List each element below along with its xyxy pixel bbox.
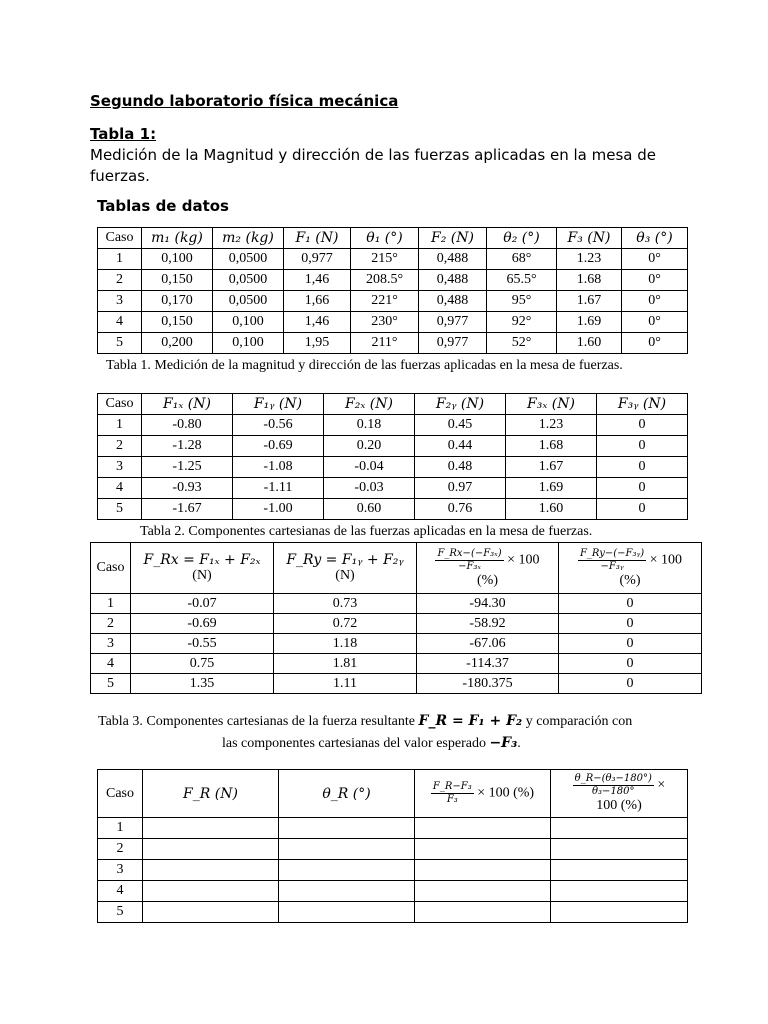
table-2-cell: 0 [597,457,688,478]
table-4-cell [143,839,279,860]
table-1-cell: 3 [98,291,142,312]
table-4-cell [415,839,551,860]
table-4-row [98,860,688,881]
table-3-header-frx [131,543,274,594]
table-3-caption-line-1: Tabla 3. Componentes cartesianas de la fuerza resultante F_R = F₁ + F₂ y comparación con [98,713,633,729]
table-4-cell: 4 [98,881,143,902]
table-1-cell: 0,488 [419,291,487,312]
table-3-cell: 1 [91,594,131,614]
table-1-cell: 0,170 [142,291,213,312]
table-4-cell [143,881,279,902]
table-2-cell: 2 [98,436,142,457]
table-3-header-fry-unit: (N) [335,568,355,583]
table-3-caption-line-2: las componentes cartesianas del valor esperado −F₃. [222,735,521,751]
table-1-cell: 0,200 [142,333,213,354]
table-3-cell: 3 [91,634,131,654]
table-1-header-cell: m₂ (kg) [213,228,284,249]
table-3-cell: -0.07 [131,594,274,614]
table-1-cell: 0° [622,333,688,354]
table-1-cell: 1 [98,249,142,270]
table-2-header-row [98,394,688,415]
table-3-header-fry [274,543,417,594]
table-1-cell: 0° [622,312,688,333]
table-2-row [98,457,688,478]
table-2-cell: -1.00 [233,499,324,520]
table-3-cell: 0 [559,654,702,674]
table-1-header-cell: F₂ (N) [419,228,487,249]
table-2-cell: 0.18 [324,415,415,436]
table-4-header-row [98,770,688,818]
table-2-header-cell: F₃ₓ (N) [506,394,597,415]
table-1-cell: 5 [98,333,142,354]
table-4-cell [143,860,279,881]
table-2-cell: -0.04 [324,457,415,478]
table-1-cell: 0,150 [142,270,213,291]
table-3-times-100-x: × 100 [507,552,540,568]
table-1-cell: 1,46 [284,312,351,333]
table-4-header-pct-fr [415,770,551,818]
table-3-cell: 2 [91,614,131,634]
intro-text: Medición de la Magnitud y dirección de las fuerzas aplicadas en la mesa de fuerzas. [90,146,656,185]
table-2-cell: 0.60 [324,499,415,520]
table-4-cell: 1 [98,818,143,839]
table-2-cell: 0.76 [415,499,506,520]
section-title: Tablas de datos [97,197,229,215]
table-1-header-cell: m₁ (kg) [142,228,213,249]
table-1-cell: 2 [98,270,142,291]
table-1-row [98,312,688,333]
table-2-cell: 1 [98,415,142,436]
table-1-cell: 1.69 [557,312,622,333]
table-2-header-cell: Caso [98,394,142,415]
table-3-header-fry-formula: F_Ry = F₁ᵧ + F₂ᵧ [286,552,404,568]
table-3-row [91,594,702,614]
table-3-cell: -180.375 [417,674,559,694]
table-3-header-row [91,543,702,594]
table-2-row [98,415,688,436]
table-1-row [98,333,688,354]
table-2-row [98,499,688,520]
table-1-cell: 1,46 [284,270,351,291]
table-1-cell: 0,977 [419,312,487,333]
table-2-cell: -0.80 [142,415,233,436]
table-1 [97,227,688,354]
table-4 [97,769,688,923]
table-3-cell: 0.75 [131,654,274,674]
table-1-cell: 0,977 [419,333,487,354]
table-1-cell: 215° [351,249,419,270]
table-3-header-pct-x-unit: (%) [477,572,498,588]
table-2-cell: 0.20 [324,436,415,457]
table-4-cell [551,860,688,881]
table-1-cell: 0,488 [419,249,487,270]
table-2-row [98,436,688,457]
table-2-cell: 4 [98,478,142,499]
table-4-cell [143,902,279,923]
table-2-cell: 0 [597,478,688,499]
table-4-cell: 2 [98,839,143,860]
table-1-cell: 0,100 [142,249,213,270]
table-1-cell: 0° [622,249,688,270]
table-2-cell: -0.03 [324,478,415,499]
table-1-cell: 0,0500 [213,270,284,291]
table-1-header-cell: θ₃ (°) [622,228,688,249]
table-1-cell: 0,977 [284,249,351,270]
table-3-header-pct-y-unit: (%) [619,572,641,588]
table-2-cell: 0.44 [415,436,506,457]
table-2-header-cell: F₁ₓ (N) [142,394,233,415]
table-1-header-cell: θ₁ (°) [351,228,419,249]
table-4-cell [279,839,415,860]
table-1-cell: 0,150 [142,312,213,333]
table-4-times-sign-theta: × [657,777,666,793]
table-3-cell: 1.18 [274,634,417,654]
table-3-cell: 1.81 [274,654,417,674]
table-1-cell: 208.5° [351,270,419,291]
table-2-cell: 1.68 [506,436,597,457]
table-4-cell: 3 [98,860,143,881]
table-2-row [98,478,688,499]
table-1-header-cell: F₃ (N) [557,228,622,249]
table-1-caption: Tabla 1. Medición de la magnitud y dirección de las fuerzas aplicadas en la mesa de fuerzas. [106,358,623,373]
table-1-cell: 0,0500 [213,249,284,270]
table-3-times-100-y: × 100 [649,552,683,568]
table-4-cell [551,839,688,860]
table-4-cell: 5 [98,902,143,923]
table-4-header-fr: F_R (N) [143,770,279,818]
table-3-header-pct-y [559,543,702,594]
table-4-cell [279,860,415,881]
table-1-cell: 0,488 [419,270,487,291]
table-3-fraction-x: $\frac{\text{F\_Rx−(−F₃ₓ)}}{\text{−F₃ₓ}}$ [437,547,502,572]
table-2-cell: 0.48 [415,457,506,478]
table-1-cell: 65.5° [487,270,557,291]
table-2-cell: -1.11 [233,478,324,499]
table-3-header-frx-formula: F_Rx = F₁ₓ + F₂ₓ [143,552,261,568]
table-2-header-cell: F₂ₓ (N) [324,394,415,415]
table-3-cell: -67.06 [417,634,559,654]
table-2-cell: 0 [597,499,688,520]
table-4-row [98,881,688,902]
table-3-row [91,614,702,634]
table-2-cell: 0 [597,436,688,457]
table-4-cell [143,818,279,839]
table-3-row [91,654,702,674]
table-4-cell [279,902,415,923]
table-2 [97,393,688,520]
table-1-row [98,291,688,312]
table-2-header-cell: F₁ᵧ (N) [233,394,324,415]
table-3-cell: 0 [559,674,702,694]
table-1-cell: 95° [487,291,557,312]
table-2-cell: 1.23 [506,415,597,436]
table-4-times-100-fr: × 100 (%) [477,785,535,801]
table-1-row [98,249,688,270]
table-3-cell: 0.72 [274,614,417,634]
table-3-cell: 1.11 [274,674,417,694]
table-3-cell: -58.92 [417,614,559,634]
table-3-cell: 0 [559,614,702,634]
table-2-cell: -1.08 [233,457,324,478]
table-3-cell: -114.37 [417,654,559,674]
table-2-header-cell: F₂ᵧ (N) [415,394,506,415]
table-1-cell: 1,66 [284,291,351,312]
table-4-header-theta: θ_R (°) [279,770,415,818]
table-3-cell: -0.55 [131,634,274,654]
table-1-cell: 0,0500 [213,291,284,312]
table-4-row [98,902,688,923]
table-3-row [91,634,702,654]
table-4-cell [415,818,551,839]
table-1-header-cell: F₁ (N) [284,228,351,249]
table-3-header-pct-x [417,543,559,594]
table-3-fraction-y: $\frac{\text{F\_Ry−(−F₃ᵧ)}}{\text{−F₃ᵧ}}$ [579,547,645,572]
table-3-cell: 5 [91,674,131,694]
table-4-cell [415,881,551,902]
table-2-cell: -0.69 [233,436,324,457]
table-1-cell: 0,100 [213,333,284,354]
table-1-header-row [98,228,688,249]
table-4-cell [551,902,688,923]
table-2-header-cell: F₃ᵧ (N) [597,394,688,415]
table-4-header-caso: Caso [98,770,143,818]
table-4-cell [279,818,415,839]
table-1-row [98,270,688,291]
table-heading: Tabla 1: [90,125,157,143]
table-4-cell [551,881,688,902]
table-4-cell [415,902,551,923]
table-2-cell: -0.93 [142,478,233,499]
table-2-cell: 0.45 [415,415,506,436]
table-1-cell: 4 [98,312,142,333]
table-2-cell: 0.97 [415,478,506,499]
table-2-cell: 1.67 [506,457,597,478]
table-2-cell: -0.56 [233,415,324,436]
table-2-cell: 1.60 [506,499,597,520]
table-2-cell: 0 [597,415,688,436]
table-4-cell [279,881,415,902]
table-1-cell: 211° [351,333,419,354]
table-2-cell: -1.25 [142,457,233,478]
table-2-cell: -1.28 [142,436,233,457]
table-2-cell: 1.69 [506,478,597,499]
table-4-cell [551,818,688,839]
table-4-row [98,818,688,839]
table-1-cell: 230° [351,312,419,333]
table-4-header-pct-theta [551,770,688,818]
document-title: Segundo laboratorio física mecánica [90,92,399,110]
table-1-cell: 1,95 [284,333,351,354]
table-3-header-frx-unit: (N) [192,568,212,583]
table-3-cell: 1.35 [131,674,274,694]
table-1-cell: 221° [351,291,419,312]
table-1-cell: 0° [622,291,688,312]
table-3-row [91,674,702,694]
table-3-cell: -94.30 [417,594,559,614]
table-3-cell: 0 [559,594,702,614]
table-1-header-cell: θ₂ (°) [487,228,557,249]
table-1-cell: 1.60 [557,333,622,354]
table-4-cell [415,860,551,881]
table-1-cell: 68° [487,249,557,270]
table-4-header-pct-theta-unit: 100 (%) [596,798,642,813]
table-3-cell: 0 [559,634,702,654]
table-1-cell: 0° [622,270,688,291]
table-3-cell: 4 [91,654,131,674]
table-1-cell: 52° [487,333,557,354]
table-2-cell: -1.67 [142,499,233,520]
table-2-caption: Tabla 2. Componentes cartesianas de las fuerzas aplicadas en la mesa de fuerzas. [140,524,593,539]
table-3-cell: 0.73 [274,594,417,614]
table-1-cell: 92° [487,312,557,333]
table-4-row [98,839,688,860]
table-3-cell: -0.69 [131,614,274,634]
table-2-cell: 3 [98,457,142,478]
table-1-cell: 0,100 [213,312,284,333]
table-2-cell: 5 [98,499,142,520]
table-3 [90,542,702,694]
table-1-header-cell: Caso [98,228,142,249]
table-1-cell: 1.67 [557,291,622,312]
table-4-fraction-theta: $\frac{\text{θ\_R−(θ₃−180°)}}{\text{θ₃−180°}}$ [574,773,652,797]
table-4-fraction-fr: $\frac{\text{F\_R−F₃}}{\text{F₃}}$ [432,781,472,805]
table-3-header-caso: Caso [91,543,131,594]
table-1-cell: 1.68 [557,270,622,291]
table-1-cell: 1.23 [557,249,622,270]
